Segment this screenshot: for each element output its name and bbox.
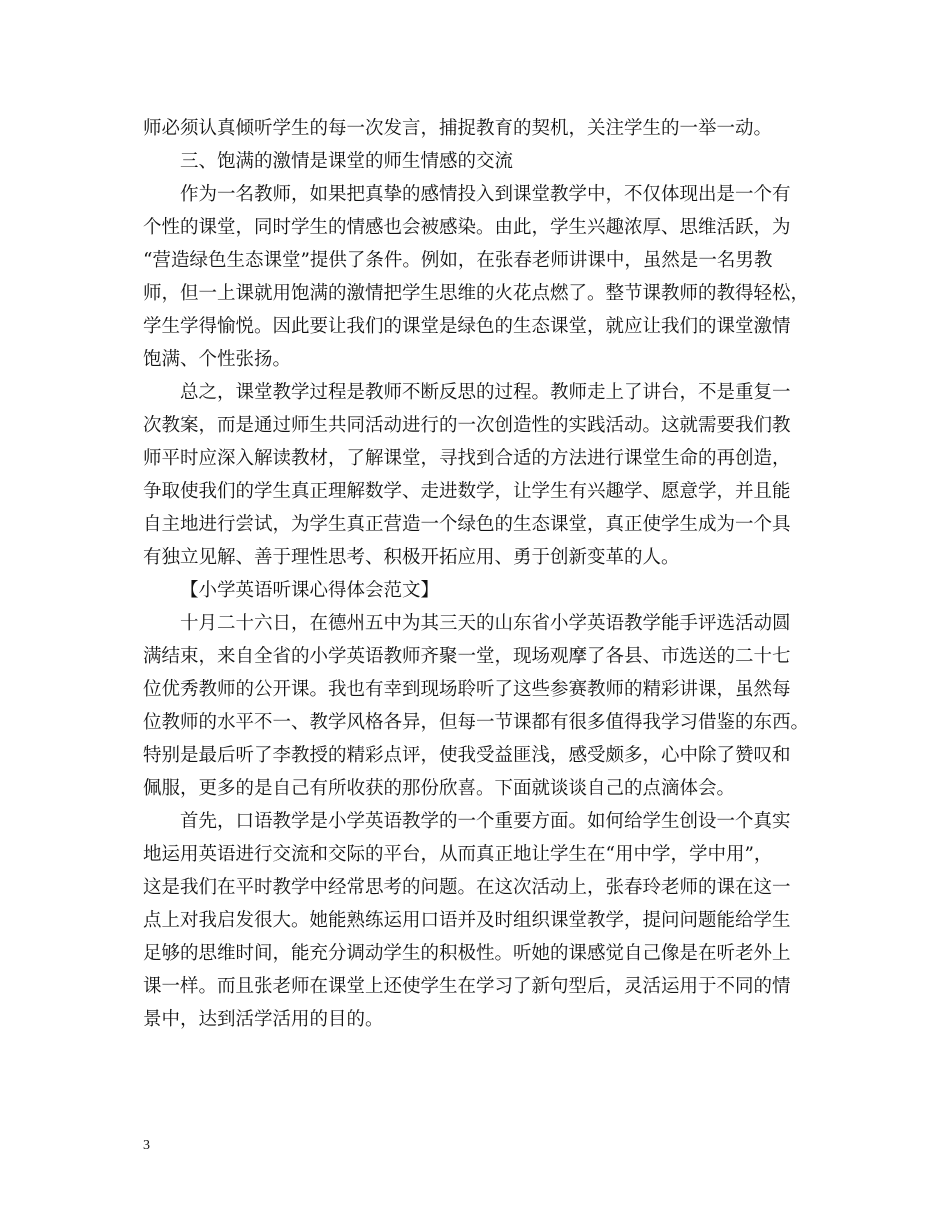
text-line: 景中，达到活学活用的目的。 — [143, 1009, 384, 1030]
text-line: 位优秀教师的公开课。我也有幸到现场聆听了这些参赛教师的精彩讲课，虽然每 — [143, 679, 791, 700]
text-line: 足够的思维时间，能充分调动学生的积极性。听她的课感觉自己像是在听老外上 — [143, 943, 791, 964]
page-number: 3 — [143, 1138, 150, 1153]
text-line: 地运用英语进行交流和交际的平台，从而真正地让学生在“用中学，学中用”， — [143, 844, 773, 865]
text-line: 师平时应深入解读教材，了解课堂，寻找到合适的方法进行课堂生命的再创造， — [143, 448, 791, 469]
text-line: 争取使我们的学生真正理解数学、走进数学，让学生有兴趣学、愿意学，并且能 — [143, 481, 791, 502]
text-line: 总之，课堂教学过程是教师不断反思的过程。教师走上了讲台，不是重复一 — [180, 382, 791, 403]
text-line: 首先，口语教学是小学英语教学的一个重要方面。如何给学生创设一个真实 — [180, 811, 791, 832]
text-line: 作为一名教师，如果把真挚的感情投入到课堂教学中，不仅体现出是一个有 — [180, 184, 791, 205]
text-line: 师，但一上课就用饱满的激情把学生思维的火花点燃了。整节课教师的教得轻松， — [143, 283, 810, 304]
document-body — [143, 112, 815, 1036]
text-line: 学生学得愉悦。因此要让我们的课堂是绿色的生态课堂，就应让我们的课堂激情 — [143, 316, 791, 337]
text-line: 特别是最后听了李教授的精彩点评，使我受益匪浅，感受颇多，心中除了赞叹和 — [143, 745, 791, 766]
text-line: 点上对我启发很大。她能熟练运用口语并及时组织课堂教学，提问问题能给学生 — [143, 910, 791, 931]
text-line: 佩服，更多的是自己有所收获的那份欣喜。下面就谈谈自己的点滴体会。 — [143, 778, 736, 799]
text-line: 十月二十六日，在德州五中为其三天的山东省小学英语教学能手评选活动圆 — [180, 613, 791, 634]
text-line: 个性的课堂，同时学生的情感也会被感染。由此，学生兴趣浓厚、思维活跃，为 — [143, 217, 791, 238]
text-line: 【小学英语听课心得体会范文】 — [180, 580, 440, 601]
text-line: “营造绿色生态课堂”提供了条件。例如，在张春老师讲课中，虽然是一名男教 — [143, 250, 773, 271]
text-line: 有独立见解、善于理性思考、积极开拓应用、勇于创新变革的人。 — [143, 547, 680, 568]
text-line: 饱满、个性张扬。 — [143, 349, 292, 370]
text-line: 位教师的水平不一、教学风格各异，但每一节课都有很多值得我学习借鉴的东西。 — [143, 712, 810, 733]
text-line: 满结束，来自全省的小学英语教师齐聚一堂，现场观摩了各县、市选送的二十七 — [143, 646, 791, 667]
text-line: 师必须认真倾听学生的每一次发言，捕捉教育的契机，关注学生的一举一动。 — [143, 118, 773, 139]
text-line: 次教案，而是通过师生共同活动进行的一次创造性的实践活动。这就需要我们教 — [143, 415, 791, 436]
text-line: 三、饱满的激情是课堂的师生情感的交流 — [180, 151, 514, 172]
text-line: 课一样。而且张老师在课堂上还使学生在学习了新句型后，灵活运用于不同的情 — [143, 976, 791, 997]
text-line: 自主地进行尝试，为学生真正营造一个绿色的生态课堂，真正使学生成为一个具 — [143, 514, 791, 535]
text-line: 这是我们在平时教学中经常思考的问题。在这次活动上，张春玲老师的课在这一 — [143, 877, 791, 898]
